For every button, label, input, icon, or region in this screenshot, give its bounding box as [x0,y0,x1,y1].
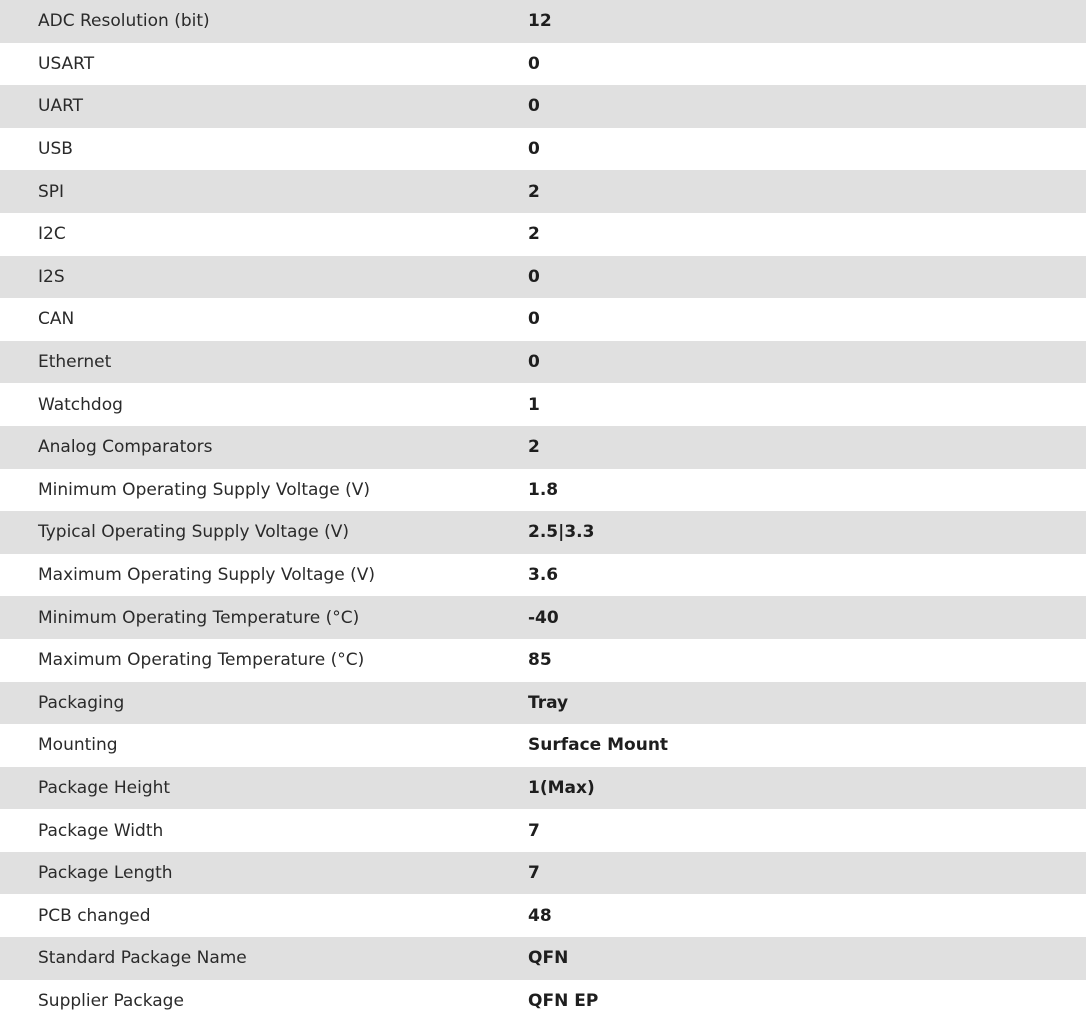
table-row [0,256,1086,299]
table-row [0,341,1086,384]
spec-name: Package Height [0,767,528,810]
spec-name: Watchdog [0,383,528,426]
spec-value: 85 [528,639,1086,682]
spec-value: 7 [528,809,1086,852]
spec-name: Ethernet [0,341,528,384]
spec-name: SPI [0,170,528,213]
spec-value: QFN EP [528,980,1086,1022]
spec-name: Minimum Operating Temperature (°C) [0,596,528,639]
table-row [0,0,1086,43]
spec-value: 0 [528,341,1086,384]
spec-value: 0 [528,85,1086,128]
spec-name: Maximum Operating Temperature (°C) [0,639,528,682]
table-row [0,724,1086,767]
table-row [0,298,1086,341]
spec-value: 1.8 [528,469,1086,512]
spec-value: 0 [528,128,1086,171]
table-row [0,128,1086,171]
table-row [0,469,1086,512]
spec-name: CAN [0,298,528,341]
spec-name: PCB changed [0,894,528,937]
table-row [0,980,1086,1022]
spec-value: 2.5|3.3 [528,511,1086,554]
spec-name: I2S [0,256,528,299]
spec-name: Package Length [0,852,528,895]
spec-name: Typical Operating Supply Voltage (V) [0,511,528,554]
spec-value: 2 [528,426,1086,469]
spec-name: USB [0,128,528,171]
table-row [0,596,1086,639]
spec-value: 48 [528,894,1086,937]
spec-value: -40 [528,596,1086,639]
spec-name: Package Width [0,809,528,852]
spec-name: USART [0,43,528,86]
spec-value: 3.6 [528,554,1086,597]
table-row [0,639,1086,682]
spec-value: 0 [528,256,1086,299]
spec-value: Tray [528,682,1086,725]
table-row [0,937,1086,980]
spec-value: 1(Max) [528,767,1086,810]
spec-name: ADC Resolution (bit) [0,0,528,43]
table-row [0,170,1086,213]
table-row [0,213,1086,256]
spec-name: Mounting [0,724,528,767]
table-row [0,767,1086,810]
table-row [0,511,1086,554]
spec-value: Surface Mount [528,724,1086,767]
spec-name: UART [0,85,528,128]
spec-value: 7 [528,852,1086,895]
table-row [0,85,1086,128]
spec-value: 0 [528,298,1086,341]
table-row [0,894,1086,937]
table-row [0,682,1086,725]
spec-name: Standard Package Name [0,937,528,980]
spec-value: 2 [528,170,1086,213]
spec-name: Analog Comparators [0,426,528,469]
spec-name: Maximum Operating Supply Voltage (V) [0,554,528,597]
spec-value: QFN [528,937,1086,980]
spec-name: Supplier Package [0,980,528,1022]
spec-value: 2 [528,213,1086,256]
spec-name: Packaging [0,682,528,725]
spec-value: 12 [528,0,1086,43]
spec-value: 1 [528,383,1086,426]
table-row [0,426,1086,469]
spec-name: Minimum Operating Supply Voltage (V) [0,469,528,512]
spec-name: I2C [0,213,528,256]
table-row [0,809,1086,852]
table-row [0,43,1086,86]
table-row [0,554,1086,597]
spec-value: 0 [528,43,1086,86]
table-row [0,383,1086,426]
table-row [0,852,1086,895]
